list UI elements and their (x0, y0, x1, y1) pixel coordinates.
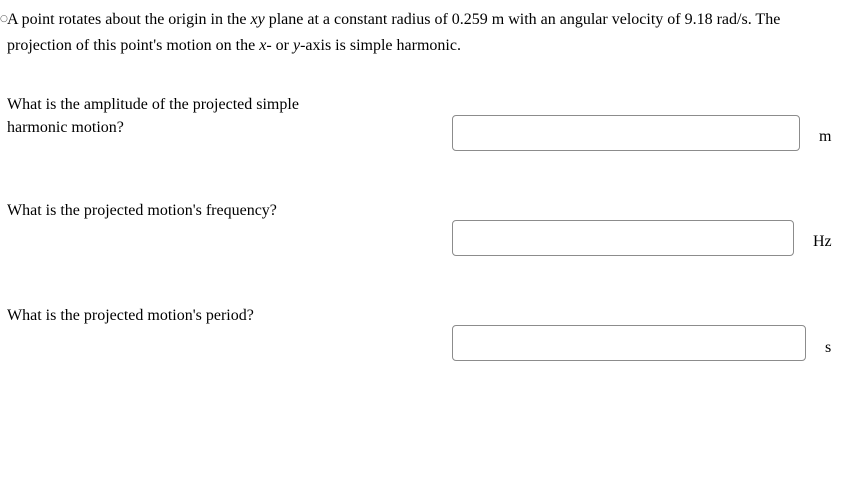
amplitude-unit: m (819, 128, 832, 145)
period-input[interactable] (452, 325, 806, 361)
period-unit: s (825, 339, 832, 356)
variable-y: y (292, 37, 301, 54)
problem-statement (7, 7, 837, 59)
intro-text-1: A point rotates about the origin in the (7, 11, 251, 28)
period-question: What is the projected motion's period? (7, 307, 254, 324)
amplitude-input[interactable] (452, 115, 800, 151)
frequency-unit: Hz (813, 233, 832, 250)
variable-xy: xy (250, 11, 265, 28)
amplitude-question: What is the amplitude of the projected simple harmonic motion? (7, 96, 299, 136)
bullet-marker: ○ (0, 14, 8, 24)
intro-text-4: -axis is simple harmonic. (300, 37, 461, 54)
intro-text-2: plane at a constant radius of 0.259 m with an angular velocity of 9.18 rad/s. The projection of this point's motion on the (7, 11, 781, 54)
frequency-question: What is the projected motion's frequency? (7, 202, 277, 219)
intro-text-3: - or (266, 37, 293, 54)
frequency-input[interactable] (452, 220, 794, 256)
variable-x: x (259, 37, 267, 54)
